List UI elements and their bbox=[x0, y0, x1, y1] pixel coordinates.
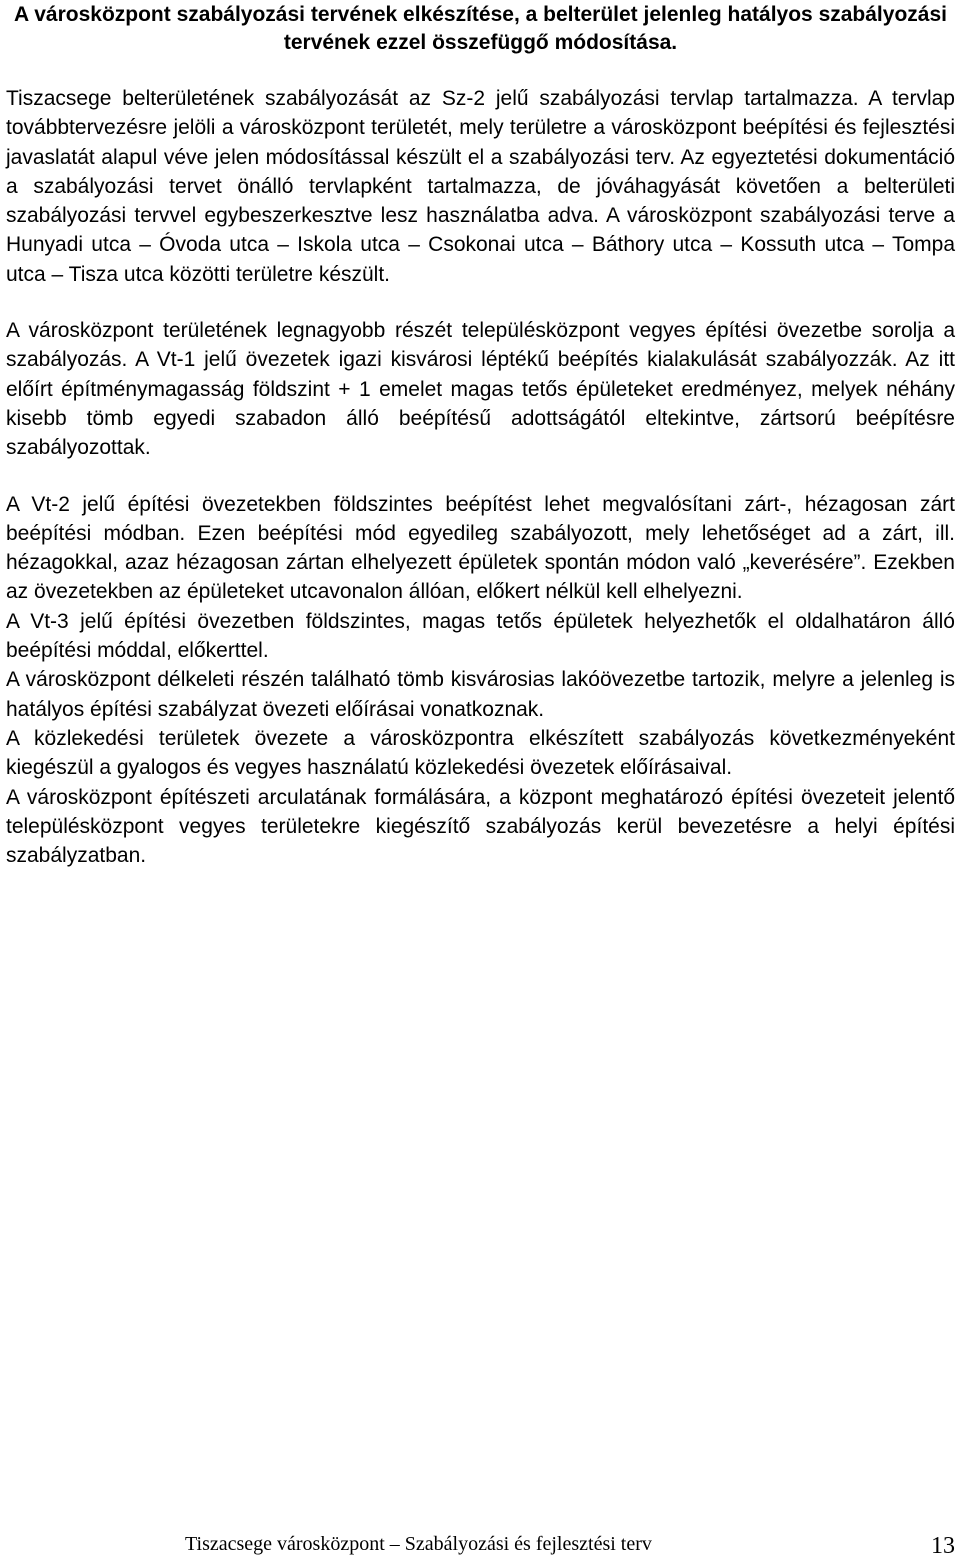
footer-title: Tiszacsege városközpont – Szabályozási és fejlesztési terv bbox=[185, 1533, 652, 1555]
page-footer bbox=[185, 1532, 955, 1559]
paragraph-vt3: A Vt-3 jelű építési övezetben földszintes, magas tetős épületek helyezhetők el oldalhatáron álló beépítési móddal, előkerttel. bbox=[6, 609, 955, 663]
document-page bbox=[6, 0, 955, 870]
paragraph-vt2: A Vt-2 jelű építési övezetekben földszintes beépítést lehet megvalósítani zárt-, hézagosan zárt beépítési módban. Ezen beépítési mód egyedileg szabályozott, mely lehetőséget ad a zárt, ill. hézagokkal, azaz hézagosan zártan elhelyezett épületek spontán módon való „keverésére”. Ezekben az övezetekben az épületeket utcavonalon állóan, előkert nélkül kell elhelyezni. bbox=[6, 492, 955, 604]
paragraph-architecture: A városközpont építészeti arculatának formálására, a központ meghatározó építési övezeteit jelentő településközpont vegyes területekre kiegészítő szabályozás kerül bevezetésre a helyi építési szabályzatban. bbox=[6, 785, 955, 868]
paragraph-traffic: A közlekedési területek övezete a városközpontra elkészített szabályozás következményeként kiegészül a gyalogos és vegyes használatú közlekedési övezetek előírásaival. bbox=[6, 726, 955, 780]
paragraph-southeast-block: A városközpont délkeleti részén található tömb kisvárosias lakóövezetbe tartozik, melyre a jelenleg is hatályos építési szabályzat övezeti előírásai vonatkoznak. bbox=[6, 668, 955, 721]
paragraph-intro: Tiszacsege belterületének szabályozását az Sz-2 jelű szabályozási tervlap tartalmazza. A tervlap továbbtervezésre jelöli a városközpont területét, mely területre a városközpont beépítési és fejlesztési javaslatát alapul véve jelen módosítással készült el a szabályozási terv. Az egyeztetési dokumentáció a szabályozási tervet önálló tervlapként tartalmazza, de jóváhagyását követően a belterületi szabályozási tervvel egybeszerkesztve lesz használatba adva. A városközpont szabályozási terve a Hunyadi utca – Óvoda utca – Iskola utca – Csokonai utca – Báthory utca – Kossuth utca – Tompa utca – Tisza utca közötti területre készült. bbox=[6, 87, 955, 286]
paragraph-vt1: A városközpont területének legnagyobb részét településközpont vegyes építési övezetbe sorolja a szabályozás. A Vt-1 jelű övezetek igazi kisvárosi léptékű beépítés kialakulását szabályozzák. Az itt előírt építménymagasság földszint + 1 emelet magas tetős épületeket eredményez, melyek néhány kisebb tömb egyedi szabadon álló beépítésű adottságától eltekintve, zártsorú beépítésre szabályozottak. bbox=[6, 319, 955, 460]
page-number: 13 bbox=[931, 1533, 955, 1559]
document-title: A városközpont szabályozási tervének elkészítése, a belterület jelenleg hatályos szabályozási tervének ezzel összefüggő módosítása. bbox=[14, 3, 947, 54]
